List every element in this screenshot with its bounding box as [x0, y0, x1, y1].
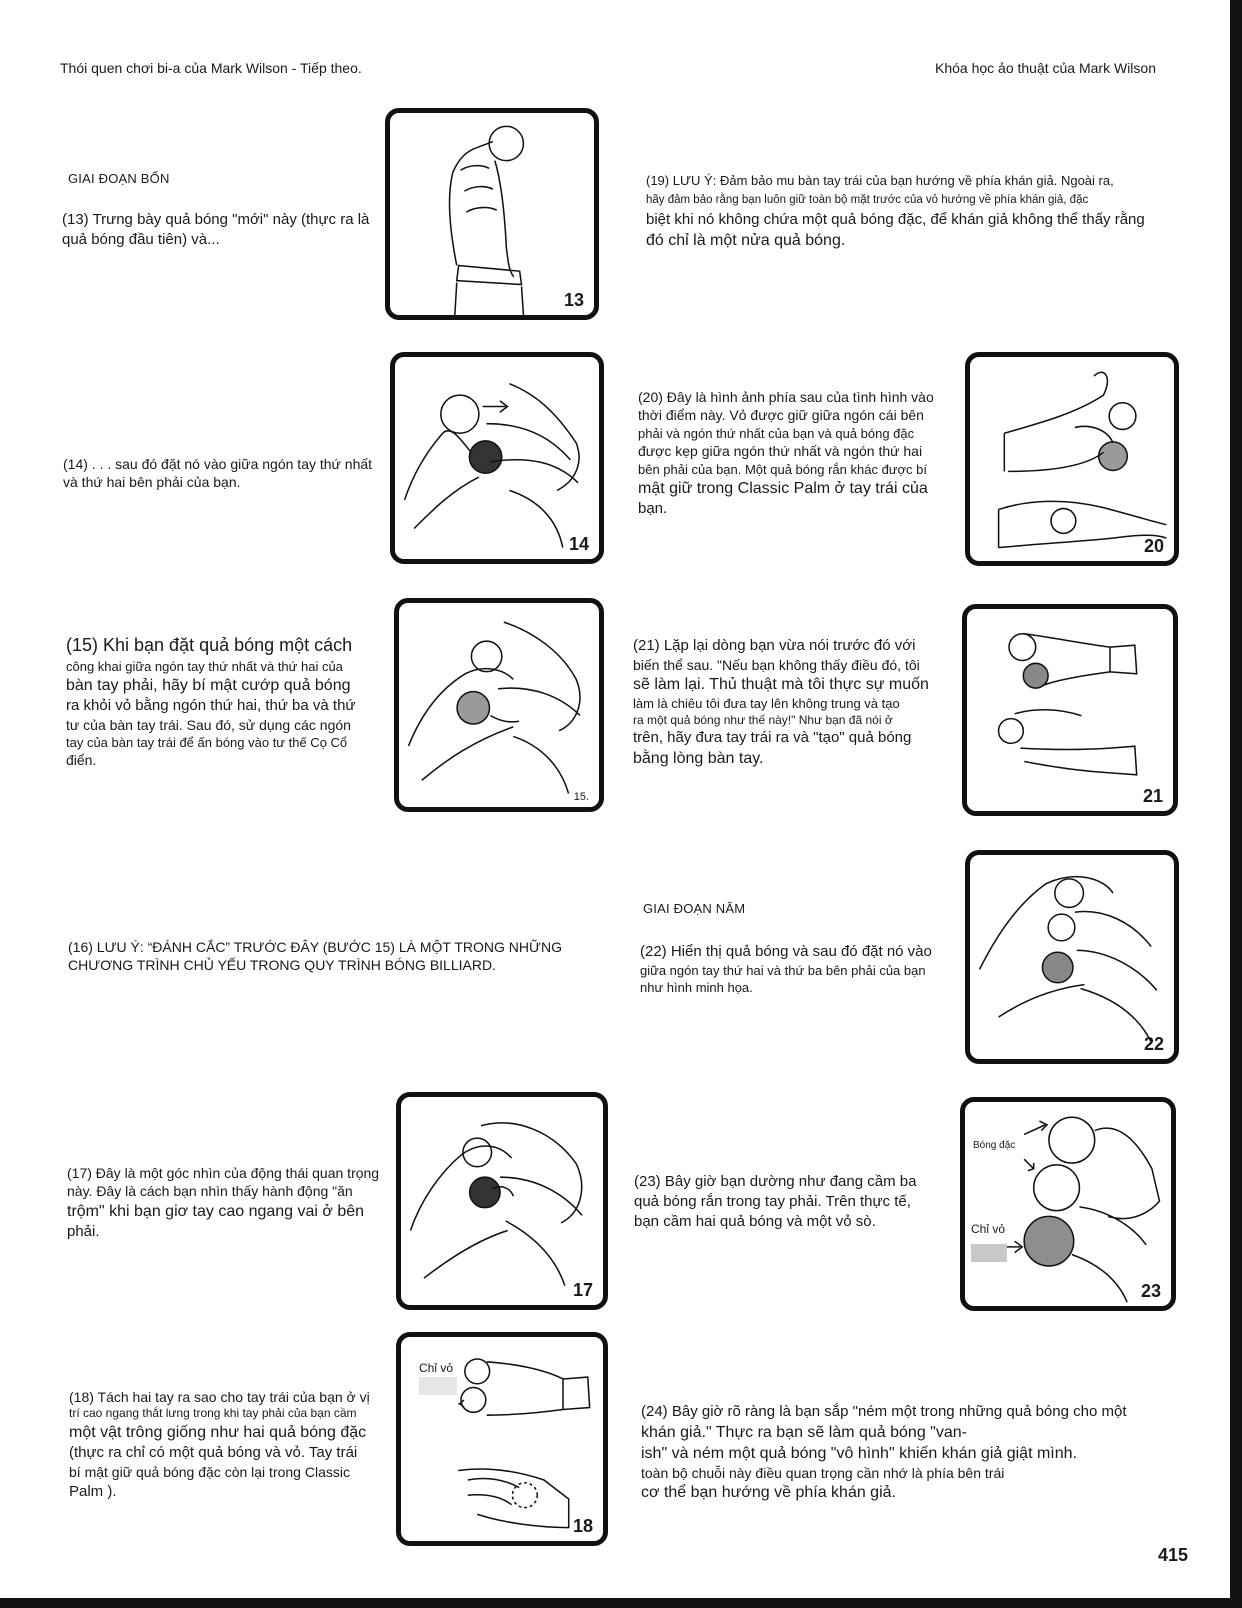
step-21-line-4: làm là chiêu tôi đưa tay lên không trung và tạo	[633, 696, 900, 712]
step-15-line-2: công khai giữa ngón tay thứ nhất và thứ hai của	[66, 658, 343, 674]
hand-illustration-15	[399, 603, 599, 807]
step-17-line-2: này. Đây là cách bạn nhìn thấy hành động "ăn	[67, 1183, 353, 1200]
figure-14-number: 14	[568, 534, 589, 554]
figure-17	[396, 1092, 608, 1310]
step-23-line-3: bạn cầm hai quả bóng và một vỏ sò.	[634, 1212, 876, 1230]
step-18-line-4: (thực ra chỉ có một quả bóng và vỏ. Tay trái	[69, 1444, 358, 1462]
scan-edge-bottom	[0, 1598, 1242, 1608]
step-24-line-2: khán giả." Thực ra bạn sẽ làm quả bóng "van-	[641, 1423, 967, 1441]
step-20-line-4: được kẹp giữa ngón thứ nhất và ngón thứ hai	[638, 443, 923, 460]
step-21-line-2: biến thể sau. "Nếu bạn không thấy điều đó, tôi	[633, 656, 920, 673]
step-24-text	[641, 1402, 1181, 1504]
step-20-line-5: bên phải của bạn. Một quả bóng rắn khác được bí	[638, 461, 927, 477]
step-22-line-2: giữa ngón tay thứ hai và thứ ba bên phải của bạn	[640, 962, 926, 978]
step-15-line-1: (15) Khi bạn đặt quả bóng một cách	[66, 635, 353, 655]
step-23-line-2: quả bóng rắn trong tay phải. Trên thực tế,	[634, 1192, 911, 1210]
step-18-line-3: một vật trông giống như hai quả bóng đặc	[69, 1424, 367, 1442]
label-redaction-block	[971, 1244, 1007, 1262]
step-24-line-4: toàn bộ chuỗi này điều quan trọng cần nhớ là phía bên trái	[641, 1465, 1005, 1482]
figure-23	[960, 1097, 1176, 1311]
figure-21	[962, 604, 1178, 816]
step-20-line-3: phải và ngón thứ nhất của bạn và quả bóng đặc	[638, 425, 915, 441]
hand-illustration-20	[970, 357, 1174, 561]
step-20-line-2: thời điểm này. Vỏ được giữ giữa ngón cái bên	[638, 407, 924, 424]
label-shell-only-23: Chỉ vỏ	[971, 1222, 1006, 1236]
figure-15-number: 15.	[573, 791, 589, 803]
figure-15	[394, 598, 604, 812]
step-21-line-3: sẽ làm lại. Thủ thuật mà tôi thực sự muốn	[633, 676, 929, 694]
stage-five-heading: GIAI ĐOẠN NĂM	[643, 901, 746, 916]
running-header-left: Thói quen chơi bi-a của Mark Wilson - Tiếp theo.	[60, 60, 362, 76]
step-24-line-5: cơ thể bạn hướng về phía khán giả.	[641, 1484, 896, 1502]
figure-13-number: 13	[563, 290, 584, 310]
step-21-line-5: ra một quả bóng như thế này!" Như bạn đã nói ở	[633, 712, 893, 727]
figure-18	[396, 1332, 608, 1546]
step-19-text	[646, 172, 1176, 251]
step-22-text	[640, 942, 950, 996]
step-13-text: (13) Trưng bày quả bóng "mới" này (thực ra là quả bóng đầu tiên) và...	[62, 211, 370, 248]
figure-23-number: 23	[1140, 1281, 1161, 1301]
running-header-right: Khóa học ảo thuật của Mark Wilson	[934, 60, 1156, 76]
step-20-line-6: mật giữ trong Classic Palm ở tay trái của	[638, 479, 928, 497]
step-15-line-6: tay của bàn tay trái để ấn bóng vào tư thế Cọ Cổ	[66, 735, 348, 751]
step-22-line-3: như hình minh họa.	[640, 979, 753, 995]
step-15-line-4: ra khỏi vỏ bằng ngón thứ hai, thứ ba và thứ	[66, 697, 356, 715]
stage-four-heading: GIAI ĐOẠN BỐN	[68, 171, 170, 186]
step-21-line-7: bằng lòng bàn tay.	[633, 750, 764, 768]
figure-13	[385, 108, 599, 320]
page-number: 415	[1157, 1545, 1188, 1565]
label-redaction-block-18	[419, 1377, 457, 1395]
step-19-line-3: biệt khi nó không chứa một quả bóng đặc, để khán giả không thể thấy rằng	[646, 211, 1145, 229]
step-21-text	[633, 636, 943, 769]
step-24-line-1: (24) Bây giờ rõ ràng là bạn sắp "ném một trong những quả bóng cho một	[641, 1403, 1127, 1420]
step-14-text: (14) . . . sau đó đặt nó vào giữa ngón tay thứ nhất và thứ hai bên phải của bạn.	[63, 456, 373, 491]
figure-21-number: 21	[1142, 786, 1163, 806]
label-shell-only-18: Chỉ vỏ	[419, 1361, 454, 1375]
figure-17-number: 17	[572, 1280, 593, 1300]
figure-18-number: 18	[572, 1516, 593, 1536]
step-21-line-1: (21) Lặp lại dòng bạn vừa nói trước đó với	[633, 637, 916, 654]
step-15-line-3: bàn tay phải, hãy bí mật cướp quả bóng	[66, 676, 351, 694]
step-18-line-6: Palm ).	[69, 1482, 117, 1500]
step-22-line-1: (22) Hiển thị quả bóng và sau đó đặt nó vào	[640, 943, 932, 960]
hand-illustration-21	[967, 609, 1173, 811]
step-19-line-2: hãy đảm bảo rằng bạn luôn giữ toàn bộ mặt trước của vỏ hướng về phía khán giả, đặc	[646, 194, 1089, 207]
figure-20-number: 20	[1143, 536, 1164, 556]
figure-22	[965, 850, 1179, 1064]
label-solid-ball: Bóng đặc	[973, 1140, 1016, 1151]
step-23-line-1: (23) Bây giờ bạn dường như đang cầm ba	[634, 1173, 917, 1190]
step-16-text: (16) LƯU Ý: “ĐÁNH CẮC” TRƯỚC ĐÂY (BƯỚC 15) LÀ MỘT TRONG NHỮNG CHƯƠNG TRÌNH CHỦ YẾU TRONG QUY TRÌNH BÓNG BILLIARD.	[68, 939, 562, 974]
step-18-line-1: (18) Tách hai tay ra sao cho tay trái của bạn ở vị	[69, 1389, 370, 1405]
step-18-line-5: bí mật giữ quả bóng đặc còn lại trong Classic	[69, 1464, 350, 1481]
step-21-line-6: trên, hãy đưa tay trái ra và "tạo" quả bóng	[633, 729, 912, 747]
step-20-line-7: bạn.	[638, 499, 668, 517]
step-24-line-3: ish" và ném một quả bóng "vô hình" khiến khán giả giật mình.	[641, 1444, 1077, 1462]
hand-illustration-23	[965, 1102, 1171, 1306]
hand-illustration-14	[395, 357, 599, 559]
figure-22-number: 22	[1143, 1034, 1164, 1054]
hand-illustration-22	[970, 855, 1174, 1059]
step-23-text	[634, 1172, 954, 1231]
figure-20	[965, 352, 1179, 566]
hand-illustration-13	[390, 113, 594, 315]
step-20-line-1: (20) Đây là hình ảnh phía sau của tình hình vào	[638, 389, 934, 405]
step-17-line-1: (17) Đây là một góc nhìn của động thái quan trọng	[67, 1165, 380, 1181]
step-17-line-3: trộm" khi bạn giơ tay cao ngang vai ở bên	[67, 1202, 365, 1220]
step-19-line-1: (19) LƯU Ý: Đảm bảo mu bàn tay trái của bạn hướng về phía khán giả. Ngoài ra,	[646, 173, 1114, 188]
step-15-line-7: điển.	[66, 752, 97, 769]
hand-illustration-17	[401, 1097, 603, 1305]
step-20-text	[638, 388, 938, 519]
step-18-text	[69, 1388, 389, 1501]
step-17-text	[67, 1164, 387, 1242]
figure-14	[390, 352, 604, 564]
step-18-line-2: trí cao ngang thắt lưng trong khi tay phải của bạn cầm	[69, 1406, 357, 1421]
step-17-line-4: phải.	[67, 1223, 100, 1241]
step-15-line-5: tư của bàn tay trái. Sau đó, sử dụng các ngón	[66, 716, 351, 733]
step-15-text	[66, 634, 386, 770]
scan-edge-right	[1230, 0, 1242, 1608]
step-19-line-4: đó chỉ là một nửa quả bóng.	[646, 232, 846, 250]
